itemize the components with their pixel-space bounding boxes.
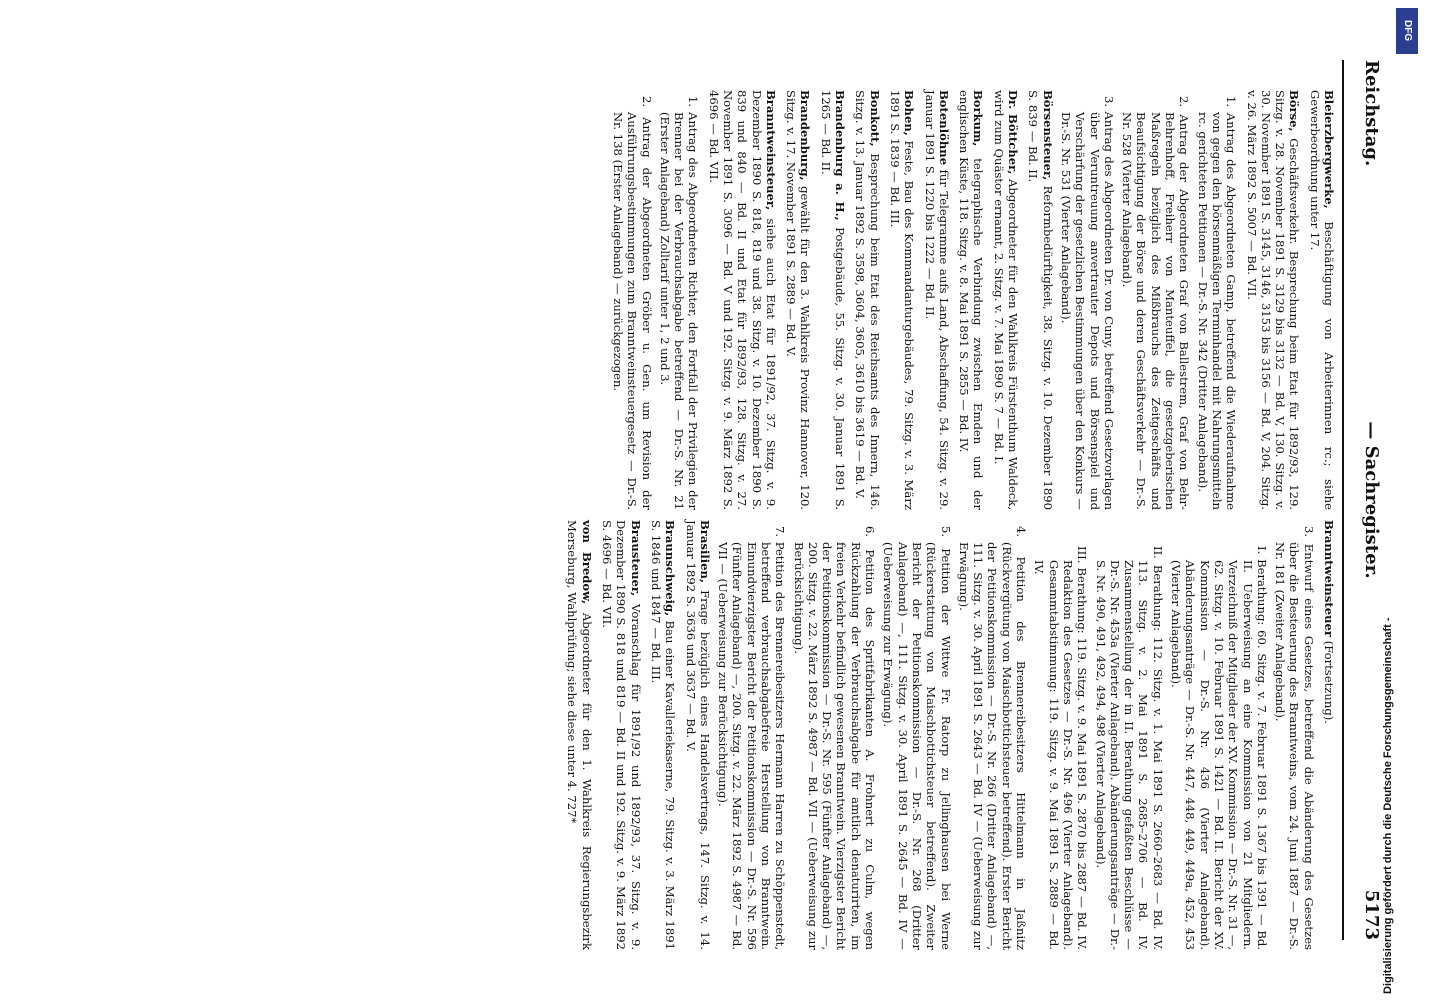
register-entry — [922, 90, 951, 510]
entry-heading: Bohen, — [902, 90, 917, 136]
header-rule — [1342, 60, 1344, 940]
credit-text: Digitalisierung gefördert durch die Deutsche Forschungsgemeinschaft - — [1382, 617, 1394, 994]
register-subentry — [881, 526, 953, 951]
entry-number: 4. — [1014, 526, 1029, 538]
entry-text: Antrag der Abgeordneten Graf von Ballestrem, Graf von Behr-Behrenhoff, Freiherr von Manteuffel, die gesetzgeberischen Maßregeln bezüglich des Mißbrauchs des Zeitgeschäfts und Beaufsichtigung der Börse und deren Geschäftsverkehr — Dr.-S. Nr. 528 (Vierter Anlageband). — [1120, 112, 1192, 511]
entry-number: 5. — [938, 526, 953, 538]
header-left: Reichstag. — [1361, 60, 1382, 167]
entry-number: I. — [1254, 546, 1269, 555]
entry-text: Petition des Spritfabrikanten A. Frohnert zu Culm, wegen Rückzahlung der Verbrauchsabgabe für amtlich denaturirten, im freien Verkehr befindlich gewesenen Branntwein. Vierzigster Bericht der Petitionskommission — Dr.-S. Nr. 595 (Fünfter Anlageband) —, 200. Sitzg. v. 22. März 1892 S. 4987 — Bd. VII — (Ueberweisung zur Berücksichtigung). — [791, 542, 878, 950]
entry-heading: Branntweinsteuer, — [763, 90, 778, 211]
entry-number: II. — [1150, 546, 1165, 559]
header-center: — Sachregister. — [1361, 421, 1382, 579]
entry-heading: Braunschweig, — [663, 520, 678, 617]
register-subentry — [1058, 96, 1116, 511]
entry-text: Antrag der Abgeordneten Gröber u. Gen. um Revision der Ausführungsbestimmungen zum Branntweinsteuergesetz — Dr.-S. Nr. 138 (Erster Anlageband) — zurückgezogen. — [610, 112, 654, 510]
entry-text: Abgeordneter für den 1. Wahlkreis Regierungsbezirk Merseburg, Wahlprüfung; siehe diese unter 4. 727* — [565, 520, 594, 951]
register-entry — [600, 520, 643, 950]
register-subentry — [791, 526, 878, 950]
entry-heading: Börsensteuer, — [1040, 90, 1055, 181]
register-entry — [853, 90, 882, 510]
entry-text: Frage bezüglich eines Handelsvertrags, 147. Sitzg. v. 14. Januar 1892 S. 3636 und 3637 — Bd. V. — [683, 520, 712, 950]
entry-text: Reformbedürftigkeit, 38. Sitzg. v. 10. Dezember 1890 S. 839 — Bd. II. — [1026, 90, 1055, 511]
entry-text: Entwurf eines Gesetzes, betreffend die Abänderung des Gesetzes über die Besteuerung des Branntweins, vom 24. Juni 1887 — Dr.-S. Nr. 181 (Zweiter Anlageband). — [1273, 542, 1316, 951]
entry-number: III. — [1075, 546, 1090, 564]
right-column — [559, 520, 1336, 950]
entry-number: 3. — [1301, 526, 1316, 538]
left-column — [607, 90, 1336, 510]
register-entry — [991, 90, 1020, 510]
entry-text: Petition der Wittwe Fr. Ratorp zu Jellinghausen bei Werne (Rückerstattung von Maischbottichsteuer betreffend). Zweiter Bericht der Petitionskommission — Dr.-S. Nr. 268 (Dritter Anlageband) —, 111. Sitzg. v. 30. April 1891 S. 2645 — Bd. IV — (Ueberweisung zur Erwägung). — [881, 542, 953, 951]
register-subentry — [610, 96, 654, 510]
dfg-badge: DFG — [1396, 8, 1418, 54]
entry-heading: Brandenburg, — [798, 90, 813, 181]
entry-number: 2. — [639, 96, 654, 108]
entry-heading: Branntweinsteuer — [1322, 520, 1336, 637]
register-entry — [888, 90, 917, 510]
entry-heading: von Bredow, — [579, 520, 594, 605]
entry-number: 2. — [1177, 96, 1192, 108]
register-subentry — [1032, 546, 1090, 950]
entry-text: Berathung: 60. Sitzg. v. 7. Februar 1891 S. 1367 bis 1391 — Bd. II. Ueberweisung an eine Kommission von 21 Mitgliedern. Verzeichniß der Mitglieder der XV. Kommission — Dr.-S. Nr. 31 —, 62. Sitzg. v. 10. Februar 1891 S. 1421 — Bd. II. Bericht der XV. Kommission — Dr.-S. Nr. 436 (Vierter Anlageband). Abänderungsanträge — Dr.-S. Nr. 447, 448, 449, 449a, 452, 453 (Vierter Anlageband). — [1169, 559, 1269, 951]
entry-heading: Botenlöhne — [936, 90, 951, 166]
register-entry — [1322, 520, 1336, 950]
entry-text: Antrag des Abgeordneten Dr. von Cuny, betreffend Gesetzvorlagen über Veruntreuung anvertrauter Depots und Börsenspiel und Verschärfung der gesetzlichen Bestimmungen über den Konkurs — Dr.-S. Nr. 531 (Vierter Anlageband). — [1058, 111, 1116, 511]
entry-text: Geschäftsverkehr. Besprechung beim Etat für 1892/93, 129. Sitzg. v. 28. November 1891 S. 3129 bis 3132 — Bd. V, 130. Sitzg. v. 30. November 1891 S. 3145, 3146, 3153 bis 3156 — Bd. V, 204. Sitzg. v. 26. März 1892 S. 5007 — Bd. VII. — [1244, 90, 1302, 511]
entry-text: Bau einer Kavalleriekaserne, 79. Sitzg. v. 3. März 1891 S. 1846 und 1847 — Bd. III. — [648, 520, 678, 950]
register-subentry — [1093, 546, 1165, 950]
register-entry — [957, 90, 986, 510]
entry-text: Voranschlag für 1891/92 und 1892/93, 37. Sitzg. v. 9. Dezember 1890 S. 818 und 819 — Bd. II und 192. Sitzg. v. 9. März 1892 S. 4696 — Bd. VII. — [600, 520, 643, 951]
entry-text: Berathung: 119. Sitzg. v. 9. Mai 1891 S. 2870 bis 2887 — Bd. IV. Redaktion des Gesetzes — Dr.-S. Nr. 496 (Vierter Anlageband). Gesammtabstimmung: 119. Sitzg. v. 9. Mai 1891 S. 2889 — Bd. IV. — [1032, 560, 1090, 950]
entry-text: Postgebäude, 55. Sitzg. v. 30. Januar 1891 S. 1265 — Bd. II. — [818, 90, 848, 510]
register-subentry — [657, 96, 701, 511]
entry-text: telegraphische Verbindung zwischen Emden und der englischen Küste, 118. Sitzg. v. 8. Mai 1891 S. 2855 — Bd. IV. — [957, 90, 986, 511]
entry-number: 3. — [1101, 96, 1116, 108]
entry-heading: Börse, — [1287, 90, 1302, 132]
register-entry — [1244, 90, 1301, 510]
register-subentry — [716, 526, 788, 951]
entry-heading: Brasilien, — [697, 520, 712, 584]
register-entry — [1026, 90, 1055, 510]
register-entry — [706, 90, 777, 510]
entry-heading: Bleierzbergwerke, — [1322, 90, 1336, 209]
entry-text: siehe auch Etat für 1891/92, 37. Sitzg. v. 9. Dezember 1890 S. 818, 819 und 38. Sitzg. v. 10. Dezember 1890 S. 839 und 840 — Bd. II und Etat für 1892/93, 128. Sitzg. v. 27. November 1891 S. 3096 — Bd. V und 192. Sitzg. v. 9. März 1892 S. 4696 — Bd. VII. — [706, 90, 778, 510]
register-entry — [784, 90, 813, 510]
register-entry — [819, 90, 848, 510]
entry-text: für Telegramme aufs Land, Abschaffung, 54. Sitzg. v. 29. Januar 1891 S. 1220 bis 1222 — Bd. II. — [922, 90, 951, 511]
register-entry — [565, 520, 594, 950]
entry-number: 6. — [863, 526, 878, 538]
register-entry — [649, 520, 678, 950]
entry-heading: Borkum, — [971, 90, 986, 147]
entry-text: Berathung: 112. Sitzg. v. 1. Mai 1891 S. 2660–2683 — Bd. IV. 113. Sitzg. v. 2. Mai 1891 S. 2685–2706 — Bd. IV. Zusammenstellung der in II. Berathung gefaßten Beschlüsse — Dr.-S. Nr. 453a (Vierter Anlageband). Abänderungsanträge — Dr.-S. Nr. 490, 491, 492, 494, 498 (Vierter Anlageband). — [1093, 560, 1165, 950]
entry-text: gewählt für den 3. Wahlkreis Provinz Hannover, 120. Sitzg. v. 17. November 1891 S. 2889 — Bd. V. — [784, 90, 813, 511]
register-subentry — [1273, 526, 1316, 951]
entry-number: 1. — [1224, 96, 1239, 108]
entry-text: (Fortsetzung). — [1322, 640, 1336, 724]
register-subentry — [1195, 96, 1239, 511]
register-subentry — [1120, 96, 1192, 511]
entry-heading: Dr. Böttcher, — [1006, 90, 1021, 175]
register-entry — [683, 520, 712, 950]
page-number: 5173 — [1361, 889, 1382, 940]
entry-text: Feste, Bau des Kommandanturgebäudes, 79. Sitzg. v. 3. März 1891 S. 1839 — Bd. III. — [887, 90, 917, 510]
entry-number: 7. — [773, 526, 788, 538]
register-entry — [1307, 90, 1336, 510]
entry-heading: Brausteuer, — [628, 520, 643, 597]
entry-text: Abgeordneter für den Wahlkreis Fürstenthum Waldeck, wird zum Quästor ernannt, 2. Sitzg. v. 7. Mai 1890 S. 7 — Bd. I. — [991, 90, 1021, 511]
entry-heading: Brandenburg a. H., — [833, 90, 848, 221]
entry-text: Petition des Brennereibesitzers Hermann Harren zu Schöppenstedt, betreffend verbrauchsabgabefreie Herstellung von Branntwein. Einundvierzigster Bericht der Petitionskommission — Dr.-S. Nr. 596 (Fünfter Anlageband) —, 200. Sitzg. v. 22. März 1892 S. 4987 — Bd. VII — (Ueberweisung zur Berücksichtigung). — [716, 541, 788, 951]
entry-text: Besprechung beim Etat des Reichsamts des Innern, 146. Sitzg. v. 13. Januar 1892 S. 3598, 3604, 3605, 3610 bis 3619 — Bd. V. — [853, 90, 882, 510]
entry-text: Beschäftigung von Arbeiterinnen rc.; siehe Gewerbeordnung unter 17. — [1307, 90, 1336, 510]
entry-text: Petition des Brennereibesitzers Hittelmann in Jaßnitz (Rückvergütung von Maischbottichsteuer betreffend). Erster Bericht der Petitionskommission — Dr.-S. Nr. 266 (Dritter Anlageband) —, 111. Sitzg. v. 30. April 1891 S. 2643 — Bd. IV — (Ueberweisung zur Erwägung). — [956, 542, 1029, 950]
entry-heading: Bonkott, — [867, 90, 882, 147]
register-subentry — [1169, 546, 1269, 951]
register-subentry — [956, 526, 1029, 950]
entry-text: Antrag des Abgeordneten Gamp, betreffend die Wiederaufnahme von gegen den börsenmäßigen Terminhandel mit Nahrungsmitteln rc. gerichteten Petitionen — Dr.-S. Nr. 342 (Dritter Anlageband). — [1195, 112, 1239, 511]
entry-text: Antrag des Abgeordneten Richter, den Fortfall der Privilegien der Brenner bei der Verbrauchsabgabe betreffend — Dr.-S. Nr. 21 (Erster Anlageband) Zolltarif unter 1, 2 und 3. — [657, 112, 701, 511]
entry-number: 1. — [686, 96, 701, 108]
credit-strip — [1370, 8, 1420, 992]
